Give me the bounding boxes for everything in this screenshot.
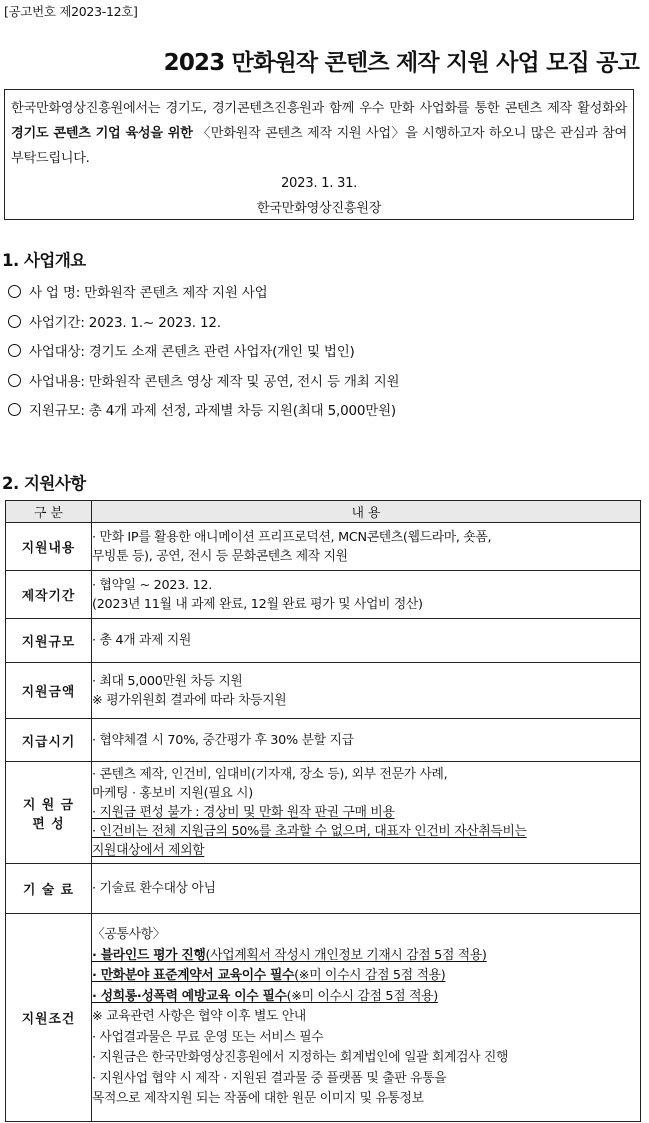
table-row <box>6 719 641 762</box>
content-line: · 인건비는 전체 지원금의 50%를 초과할 수 없으며, 대표자 인건비 자산취득비는 <box>92 824 527 839</box>
overview-item-text: 사 업 명: 만화원작 콘텐츠 제작 지원 사업 <box>29 285 268 301</box>
content-line: · 지원금 편성 불가 : 경상비 및 만화 원작 판권 구매 비용 <box>92 805 395 820</box>
content-line: 〈공통사항〉 <box>92 927 166 943</box>
content-line: · 만화 IP를 활용한 애니메이션 프리프로덕션, MCN콘텐츠(웹드라마, 숏폼, <box>92 529 492 545</box>
row-content <box>92 663 641 719</box>
overview-item <box>4 309 399 339</box>
content-bold: · 성희롱·성폭력 예방교육 이수 필수 <box>92 988 287 1004</box>
row-label: 제작기간 <box>6 571 92 619</box>
row-content <box>92 719 641 762</box>
col-header-content: 내 용 <box>92 501 641 523</box>
table-row <box>6 762 641 864</box>
content-line: · 지원금은 한국만화영상진흥원에서 지정하는 회계법인에 일괄 회계검사 진행 <box>92 1050 509 1066</box>
content-line: · 협약일 ~ 2023. 12. <box>92 577 213 593</box>
intro-box <box>4 89 634 220</box>
intro-org: 한국만화영상진흥원장 <box>256 201 382 216</box>
table-row <box>6 914 641 1122</box>
intro-text-bold: 경기도 콘텐츠 기업 육성을 위한 <box>11 126 193 141</box>
row-label: 지원내용 <box>6 523 92 571</box>
row-label: 기 술 료 <box>6 864 92 914</box>
row-label: 지급시기 <box>6 719 92 762</box>
row-content <box>92 571 641 619</box>
content-line: · 지원사업 협약 시 제작 · 지원된 결과물 중 플랫폼 및 출판 유통을 <box>92 1070 447 1086</box>
content-line <box>92 946 640 967</box>
content-bold: · 만화분야 표준계약서 교육이수 필수 <box>92 968 295 984</box>
content-line: 무빙툰 등), 공연, 전시 등 문화콘텐츠 제작 지원 <box>92 548 348 564</box>
intro-text <box>11 96 627 171</box>
table-row <box>6 663 641 719</box>
row-label <box>6 762 92 864</box>
row-content <box>92 619 641 663</box>
page-title: 2023 만화원작 콘텐츠 제작 지원 사업 모집 공고 <box>163 50 639 76</box>
row-label-line: 지 원 금 <box>23 797 74 813</box>
row-content <box>92 864 641 914</box>
table-header-row <box>6 501 641 523</box>
content-bold: · 블라인드 평가 진행 <box>92 947 206 963</box>
intro-date: 2023. 1. 31. <box>280 176 358 191</box>
overview-item <box>4 279 399 309</box>
content-line: · 협약체결 시 70%, 중간평가 후 30% 분할 지급 <box>92 732 354 748</box>
intro-text-part2: 〈만화원작 콘텐츠 제작 지원 사업〉을 시행하고자 하오니 많은 관심과 참여 부탁드립니다. <box>11 126 627 166</box>
col-header-category: 구 분 <box>6 501 92 523</box>
content-line <box>92 987 640 1008</box>
row-content <box>92 523 641 571</box>
overview-item-text: 사업내용: 만화원작 콘텐츠 영상 제작 및 공연, 전시 등 개최 지원 <box>29 373 400 390</box>
content-line: · 사업결과물은 무료 운영 또는 서비스 필수 <box>92 1029 324 1045</box>
row-label: 지원금액 <box>6 663 92 719</box>
content-line: (2023년 11월 내 과제 완료, 12월 완료 평가 및 사업비 정산) <box>92 596 423 612</box>
content-line <box>92 966 640 987</box>
circle-bullet-icon <box>8 285 21 298</box>
table-row <box>6 571 641 619</box>
content-line: · 콘텐츠 제작, 인건비, 임대비(기자재, 장소 등), 외부 전문가 사례, <box>92 767 448 782</box>
content-line: · 최대 5,000만원 차등 지원 <box>92 673 243 689</box>
content-line: 지원대상에서 제외함 <box>92 843 205 858</box>
overview-item <box>4 368 399 398</box>
circle-bullet-icon <box>8 403 21 416</box>
table-row <box>6 864 641 914</box>
overview-item-text: 지원규모: 총 4개 과제 선정, 과제별 차등 지원(최대 5,000만원) <box>29 403 397 419</box>
table-row <box>6 523 641 571</box>
intro-text-part1: 한국만화영상진흥원에서는 경기도, 경기콘텐츠진흥원과 함께 우수 만화 사업화를 통한 콘텐츠 제작 활성화와 <box>11 101 627 116</box>
row-content <box>92 914 641 1122</box>
content-line: · 기술료 환수대상 아님 <box>92 881 216 896</box>
content-line: 목적으로 제작지원 되는 작품에 대한 원문 이미지 및 유통정보 <box>92 1091 424 1107</box>
row-label-line: 편 성 <box>32 816 65 832</box>
section1-heading: 1. 사업개요 <box>2 251 86 270</box>
circle-bullet-icon <box>8 374 21 387</box>
circle-bullet-icon <box>8 315 21 328</box>
overview-item <box>4 397 399 427</box>
content-line: · 총 4개 과제 지원 <box>92 633 192 648</box>
content-line: 마케팅 · 홍보비 지원(필요 시) <box>92 786 253 801</box>
content-line: ※ 교육관련 사항은 협약 이후 별도 안내 <box>92 1009 306 1025</box>
content-rest: (※미 이수시 감점 5점 적용) <box>286 988 438 1004</box>
section2-heading: 2. 지원사항 <box>2 474 86 493</box>
row-content <box>92 762 641 864</box>
notice-number: [공고번호 제2023-12호] <box>4 4 138 19</box>
content-rest: (사업계획서 작성시 개인정보 기재시 감점 5점 적용) <box>205 947 487 963</box>
overview-list <box>4 279 399 427</box>
support-table <box>5 500 641 1122</box>
content-line: ※ 평가위원회 결과에 따라 차등지원 <box>92 692 287 708</box>
table-row <box>6 619 641 663</box>
row-label: 지원규모 <box>6 619 92 663</box>
overview-item-text: 사업기간: 2023. 1.~ 2023. 12. <box>29 314 221 331</box>
content-rest: (※미 이수시 감점 5점 적용) <box>294 968 446 984</box>
circle-bullet-icon <box>8 344 21 357</box>
overview-item-text: 사업대상: 경기도 소재 콘텐츠 관련 사업자(개인 및 법인) <box>29 344 355 360</box>
overview-item <box>4 338 399 368</box>
row-label: 지원조건 <box>6 914 92 1122</box>
